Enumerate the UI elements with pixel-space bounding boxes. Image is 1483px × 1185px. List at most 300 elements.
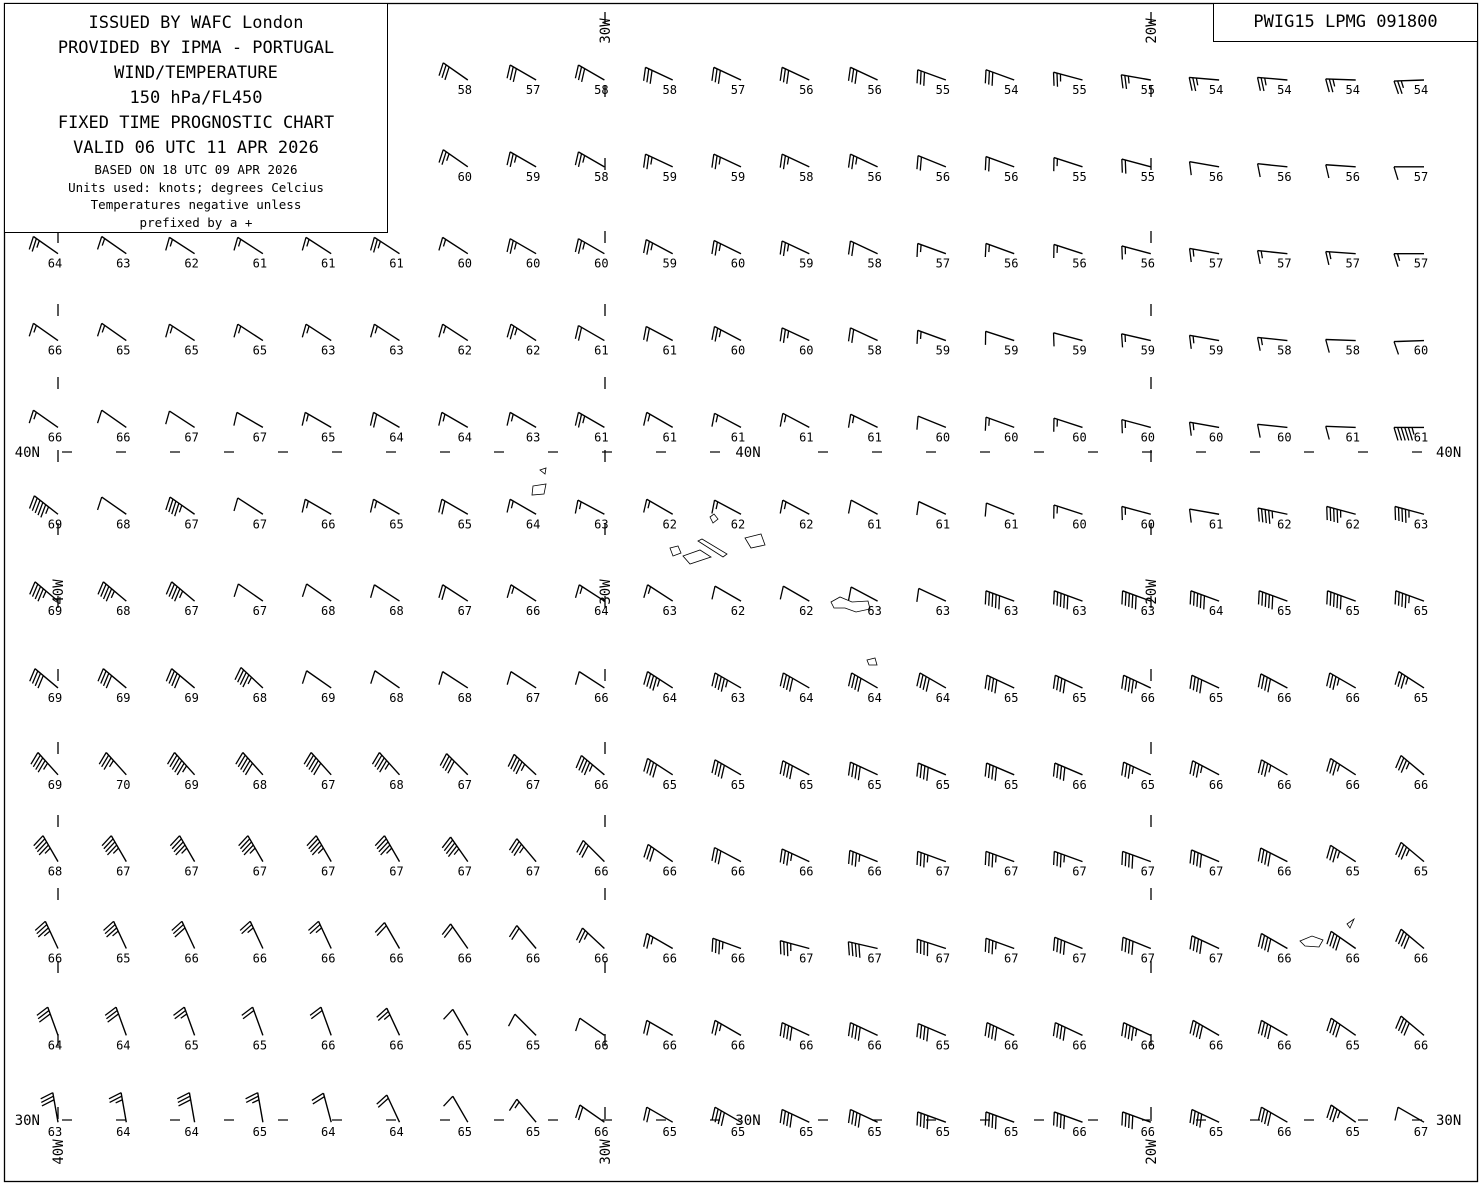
barb-feather-half (239, 239, 241, 246)
barb-staff (238, 498, 263, 514)
wind-barb (1190, 248, 1224, 270)
wind-barb (507, 499, 540, 531)
barb-feather (647, 328, 650, 341)
island-outline (1300, 936, 1323, 947)
temperature-label: 61 (867, 517, 882, 532)
temperature-label: 65 (935, 777, 951, 792)
barb-feather (858, 1114, 860, 1127)
barb-feather-half (787, 244, 788, 251)
temperature-label: 63 (935, 604, 951, 619)
temperature-label: 66 (47, 951, 63, 966)
barb-staff (374, 324, 399, 340)
wind-barb (439, 63, 472, 97)
barb-feather (1190, 509, 1192, 522)
wind-barb (1327, 673, 1360, 705)
barb-feather (992, 941, 993, 955)
barb-feather (1190, 248, 1192, 261)
temperature-label: 62 (457, 343, 473, 358)
barb-feather (849, 850, 850, 864)
meridian-label-20W: 20W (1144, 18, 1160, 44)
wind-barb (985, 675, 1018, 705)
barb-feather (510, 241, 513, 254)
barb-feather (1197, 593, 1198, 607)
barb-feather (920, 764, 921, 778)
wind-barb (644, 1020, 677, 1052)
barb-staff (578, 239, 604, 254)
barb-feather (985, 70, 986, 84)
barb-feather-half (447, 154, 449, 161)
barb-feather (234, 412, 237, 425)
wind-barb (1190, 1110, 1223, 1140)
barb-feather (1200, 1114, 1202, 1127)
barb-staff (102, 410, 127, 427)
barb-feather (647, 935, 650, 948)
barb-feather (1395, 1107, 1398, 1120)
barb-feather (712, 1107, 715, 1120)
barb-feather-half (170, 239, 172, 246)
barb-feather-half (719, 244, 720, 251)
temperature-label: 63 (1140, 604, 1156, 619)
barb-feather (35, 921, 45, 930)
temperature-label: 65 (1413, 690, 1429, 705)
barb-staff (53, 1093, 58, 1123)
wind-barb (1258, 760, 1291, 792)
temperature-label: 64 (320, 1125, 336, 1140)
barb-staff (1261, 674, 1287, 688)
temperature-label: 56 (1003, 169, 1019, 184)
barb-staff (1258, 424, 1288, 427)
temperature-label: 67 (184, 430, 199, 445)
meridian-label-40W: 40W (51, 579, 67, 605)
barb-staff (579, 672, 604, 688)
barb-feather-half (113, 931, 119, 936)
barb-staff (1054, 158, 1083, 167)
barb-feather (1394, 342, 1398, 355)
barb-feather (1125, 1024, 1127, 1037)
barb-staff (511, 324, 536, 340)
temperature-label: 56 (1345, 169, 1360, 184)
wind-barb (576, 756, 609, 792)
barb-feather-half (384, 1015, 390, 1020)
barb-staff (1123, 1112, 1151, 1122)
barb-feather (989, 158, 990, 172)
barb-feather (917, 243, 918, 257)
barb-feather (375, 923, 384, 933)
wind-barb (712, 673, 745, 705)
barb-feather (1326, 340, 1330, 353)
wind-barb (240, 921, 267, 965)
barb-feather (307, 755, 314, 767)
wind-barb (302, 412, 335, 444)
barb-staff (374, 412, 400, 427)
barb-feather (1125, 75, 1127, 88)
wind-barb (1122, 506, 1155, 531)
barb-feather (312, 1093, 324, 1100)
barb-feather-half (1337, 678, 1339, 685)
barb-feather (29, 236, 33, 249)
barb-staff (783, 761, 809, 775)
barb-feather (1193, 937, 1195, 950)
barb-staff (250, 921, 263, 948)
barb-feather (1262, 850, 1264, 863)
barb-staff (387, 1008, 400, 1035)
temperature-label: 57 (1277, 256, 1292, 271)
barb-feather-half (1409, 596, 1410, 603)
barb-feather-half (1261, 251, 1262, 258)
wind-barb (166, 411, 199, 444)
temperature-label: 66 (594, 690, 609, 705)
barb-feather (852, 852, 853, 866)
barb-feather (855, 677, 858, 690)
barb-staff (986, 243, 1014, 253)
temperature-label: 54 (1345, 83, 1360, 97)
barb-feather (236, 753, 243, 765)
temperature-label: 65 (867, 777, 882, 792)
barb-feather (985, 675, 987, 688)
wind-barb (507, 412, 540, 444)
barb-staff (850, 328, 877, 341)
barb-feather (1269, 510, 1270, 524)
barb-staff (986, 157, 1014, 167)
wind-barb (1326, 252, 1360, 271)
wind-barb (712, 848, 745, 879)
barb-staff (307, 584, 332, 601)
temperature-label: 69 (47, 690, 63, 705)
barb-feather (1197, 853, 1198, 867)
wind-barb (712, 413, 745, 444)
wind-barb (1190, 936, 1223, 966)
temperature-label: 67 (320, 777, 336, 792)
barb-staff (374, 585, 399, 601)
barb-feather-half (181, 1014, 187, 1018)
temperature-label: 67 (1003, 951, 1019, 966)
barb-feather (1402, 593, 1403, 607)
barb-feather-half (515, 1102, 519, 1108)
barb-feather-half (859, 854, 860, 861)
barb-feather (985, 417, 986, 431)
barb-staff (1123, 851, 1151, 861)
barb-staff (517, 839, 536, 862)
temperature-label: 62 (799, 604, 814, 619)
barb-staff (1122, 159, 1151, 167)
barb-feather-half (1193, 249, 1194, 256)
temperature-label: 65 (252, 1038, 268, 1053)
barb-feather (985, 157, 986, 171)
wind-barb (307, 836, 335, 879)
barb-feather (1272, 596, 1273, 610)
barb-feather (172, 758, 179, 770)
wind-barb (29, 236, 62, 270)
wind-barb (1394, 80, 1428, 97)
wind-barb (1396, 842, 1429, 878)
wind-barb (1122, 246, 1155, 271)
barb-feather-half (179, 505, 181, 512)
barb-feather (98, 323, 102, 336)
temperature-label: 65 (1003, 777, 1019, 792)
barb-feather (439, 63, 443, 76)
wind-barb (917, 939, 950, 965)
wind-barb (34, 836, 62, 879)
barb-feather-half (454, 849, 459, 855)
barb-feather-half (102, 239, 104, 246)
barb-feather (712, 326, 715, 339)
barb-feather (1193, 1111, 1195, 1124)
temperature-label: 59 (662, 169, 677, 184)
wind-barb (440, 754, 472, 792)
temperature-label: 64 (47, 256, 63, 271)
wind-barb (371, 585, 404, 618)
barb-feather (1053, 763, 1054, 777)
wind-barb (644, 67, 677, 97)
wind-barb (509, 1014, 541, 1052)
wind-barb (985, 591, 1018, 618)
wind-barb (1122, 937, 1155, 965)
wind-barb (849, 241, 882, 271)
wind-barb (1258, 424, 1292, 444)
barb-staff (986, 331, 1015, 340)
barb-staff (238, 584, 263, 601)
temperature-label: 63 (1413, 517, 1429, 532)
barb-feather (166, 237, 170, 250)
barb-feather-half (1261, 338, 1262, 345)
temperature-label: 55 (1140, 169, 1156, 184)
barb-feather (1129, 1114, 1130, 1128)
temperature-label: 66 (594, 1125, 609, 1140)
barb-staff (715, 413, 741, 427)
barb-feather (38, 928, 48, 937)
wind-barb (442, 924, 472, 966)
wind-barb (98, 410, 131, 444)
barb-feather (38, 761, 45, 773)
barb-feather (992, 1026, 994, 1039)
barb-feather (790, 678, 793, 691)
barb-feather (852, 69, 854, 82)
wind-barb (166, 669, 198, 705)
barb-feather (995, 1027, 997, 1040)
temperature-label: 60 (1072, 517, 1087, 532)
wind-barb (234, 584, 267, 618)
barb-staff (238, 237, 263, 253)
wind-barb (99, 753, 130, 792)
temperature-label: 55 (935, 83, 951, 97)
temperature-label: 67 (799, 951, 814, 966)
barb-feather (512, 841, 519, 852)
barb-staff (375, 671, 400, 688)
barb-staff (919, 502, 946, 515)
wind-barb (712, 1020, 745, 1052)
barb-feather (439, 672, 443, 685)
temperature-label: 66 (1140, 1038, 1156, 1053)
barb-feather (1265, 1024, 1268, 1037)
barb-feather-half (37, 241, 39, 248)
temperature-label: 56 (1277, 169, 1292, 184)
wind-barb (370, 499, 403, 531)
temperature-label: 68 (252, 690, 268, 705)
temperature-label: 64 (594, 604, 609, 619)
barb-feather (507, 672, 511, 685)
temperature-label: 60 (457, 169, 473, 184)
temperature-label: 66 (1277, 951, 1292, 966)
barb-feather (1258, 1107, 1261, 1120)
wind-barb (577, 928, 609, 965)
barb-feather (311, 761, 318, 773)
wind-barb (780, 1023, 813, 1053)
barb-feather (1327, 845, 1331, 858)
barb-staff (851, 414, 878, 427)
wind-barb (712, 326, 745, 357)
barb-feather (712, 413, 715, 426)
wind-barb (1054, 851, 1087, 878)
barb-feather (1128, 765, 1130, 778)
barb-staff (511, 672, 536, 688)
barb-feather (1122, 334, 1123, 348)
barb-feather (173, 1007, 184, 1015)
wind-barb (509, 1099, 540, 1139)
barb-feather (308, 921, 318, 930)
barb-feather (1193, 851, 1194, 865)
wind-barb (371, 324, 404, 357)
temperature-label: 65 (1072, 690, 1087, 705)
barb-feather (245, 763, 252, 775)
wind-barb (575, 152, 608, 184)
temperature-label: 65 (457, 517, 473, 532)
barb-staff (443, 63, 468, 80)
barb-feather (104, 839, 113, 849)
barb-feather (576, 585, 580, 598)
barb-feather (1336, 937, 1340, 950)
temperature-label: 66 (594, 1038, 609, 1053)
barb-feather-half (443, 326, 445, 333)
barb-feather (989, 853, 990, 867)
wind-barb (849, 850, 882, 878)
barb-feather (444, 840, 452, 851)
barb-feather (1054, 851, 1055, 865)
wind-barb (780, 941, 813, 966)
barb-feather (1190, 335, 1192, 348)
barb-feather (924, 854, 925, 868)
barb-feather (718, 851, 721, 864)
wind-barb (917, 70, 950, 97)
temperature-label: 68 (116, 604, 131, 619)
barb-staff (1054, 72, 1083, 80)
barb-feather (381, 845, 390, 855)
temperature-label: 62 (730, 517, 746, 532)
barb-feather (1330, 675, 1333, 688)
barb-staff (442, 499, 468, 514)
barb-feather (439, 237, 443, 250)
barb-feather-half (307, 239, 309, 246)
barb-feather (175, 761, 182, 773)
wind-barb (236, 753, 267, 792)
wind-barb (917, 1024, 950, 1053)
barb-feather-half (511, 501, 513, 508)
wind-barb (1258, 508, 1292, 531)
barb-feather (712, 241, 714, 254)
barb-staff (1054, 333, 1083, 341)
barb-feather (1327, 931, 1331, 944)
barb-feather (927, 1028, 928, 1042)
temperature-label: 65 (184, 343, 199, 358)
barb-feather (1060, 766, 1061, 780)
wind-barb (575, 326, 608, 358)
barb-feather (1258, 251, 1261, 264)
barb-staff (237, 412, 263, 427)
barb-feather (39, 845, 48, 855)
barb-feather-half (1401, 81, 1403, 88)
barb-staff (374, 499, 400, 514)
barb-feather (170, 836, 179, 846)
wind-barb (166, 324, 199, 357)
barb-staff (443, 324, 468, 340)
barb-feather-half (375, 326, 377, 333)
barb-feather (1197, 939, 1199, 952)
barb-staff (714, 241, 741, 254)
barb-staff (578, 500, 604, 514)
barb-feather-half (996, 942, 997, 949)
barb-staff (1122, 420, 1151, 428)
barb-feather (36, 758, 43, 770)
barb-feather (1398, 427, 1402, 440)
wind-barb (246, 1093, 268, 1140)
temperature-label: 66 (730, 1038, 746, 1053)
wind-barb (1190, 422, 1224, 444)
barb-feather (780, 154, 782, 167)
temperature-label: 59 (935, 343, 951, 358)
barb-feather (1204, 596, 1205, 610)
temperature-label: 56 (935, 169, 951, 184)
temperature-label: 66 (867, 864, 882, 879)
temperature-label: 57 (730, 83, 746, 97)
barb-feather (166, 411, 170, 424)
wind-barb (575, 239, 608, 271)
barb-feather (1054, 1112, 1055, 1126)
barb-feather (1063, 1027, 1065, 1040)
temperature-label: 65 (662, 1125, 677, 1140)
wind-barb (1258, 848, 1291, 879)
barb-feather (923, 677, 926, 690)
barb-feather (1132, 680, 1134, 693)
barb-feather (175, 503, 179, 516)
barb-feather (582, 69, 585, 82)
barb-feather-half (116, 1100, 123, 1103)
temperature-label: 65 (389, 517, 404, 532)
barb-staff (782, 241, 809, 254)
barb-staff (1192, 675, 1219, 688)
barb-feather (234, 584, 238, 597)
barb-feather (1408, 427, 1412, 440)
temperature-label: 65 (525, 1125, 541, 1140)
island-outline (710, 514, 718, 523)
barb-feather (1268, 853, 1270, 866)
barb-staff (510, 239, 536, 254)
temperature-label: 62 (799, 517, 814, 532)
barb-staff (782, 67, 809, 80)
barb-feather (989, 592, 990, 606)
barb-feather-half (111, 591, 114, 598)
barb-feather (1122, 1023, 1124, 1036)
barb-feather (1064, 595, 1065, 609)
wind-barb (1190, 850, 1223, 879)
barb-feather (644, 672, 648, 685)
barb-feather (653, 764, 657, 777)
barb-staff (1123, 937, 1151, 948)
barb-staff (116, 1007, 126, 1035)
barb-feather (442, 587, 446, 600)
barb-feather (507, 152, 510, 165)
barb-staff (45, 921, 58, 948)
barb-feather (784, 1111, 786, 1124)
wind-barb (1258, 251, 1292, 271)
